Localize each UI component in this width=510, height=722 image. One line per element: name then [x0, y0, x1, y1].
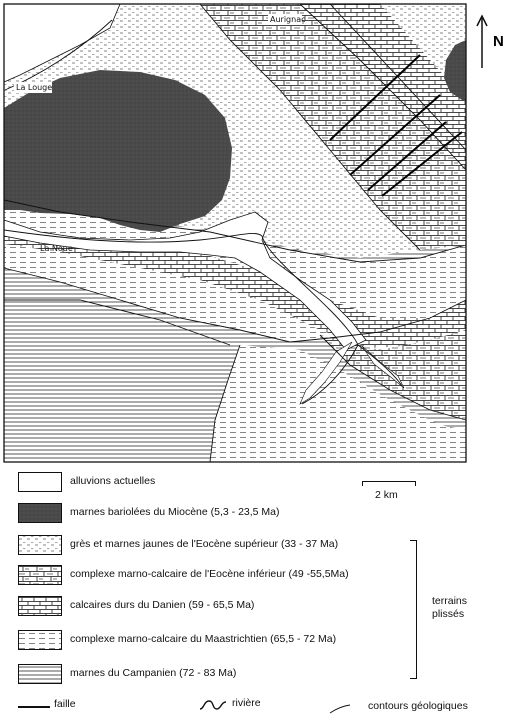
- bracket-label-line1: terrains: [432, 595, 468, 607]
- legend-label-eocene-inf: complexe marno-calcaire de l'Eocène inférieur (49 -55,5Ma): [70, 568, 349, 580]
- legend-label-alluvions: alluvions actuelles: [70, 475, 156, 487]
- scale-label: 2 km: [375, 489, 398, 501]
- river-label: rivière: [232, 697, 261, 709]
- swatch-campanien: [18, 664, 62, 684]
- fault-label: faille: [54, 698, 76, 710]
- swatch-alluvions: [18, 472, 62, 492]
- legend-label-maastrichtien: complexe marno-calcaire du Maastrichtien (65,5 - 72 Ma): [70, 633, 337, 645]
- bracket-label-line2: plissés: [432, 608, 465, 620]
- place-la-louge: La Louge: [16, 83, 53, 92]
- north-label: N: [493, 33, 504, 50]
- swatch-maastrichtien: [18, 630, 62, 650]
- place-la-noue: La Noue: [40, 244, 73, 253]
- legend-label-eocene-sup: grès et marnes jaunes de l'Eocène supérieur (33 - 37 Ma): [70, 538, 339, 550]
- swatch-danien: [18, 596, 62, 616]
- north-arrow: [477, 16, 504, 68]
- terrains-plisses-bracket: [410, 540, 417, 679]
- contours-label: contours géologiques: [368, 700, 468, 712]
- legend-label-danien: calcaires durs du Danien (59 - 65,5 Ma): [70, 599, 255, 611]
- contour-symbol: [328, 703, 352, 715]
- swatch-miocene: [18, 503, 62, 523]
- river-symbol: [198, 698, 228, 712]
- legend-label-campanien: marnes du Campanien (72 - 83 Ma): [70, 667, 237, 679]
- scale-bar: [362, 481, 416, 486]
- place-aurignac: Aurignac: [270, 15, 306, 24]
- swatch-eocene-inf: [18, 565, 62, 585]
- swatch-eocene-sup: [18, 535, 62, 555]
- legend-label-miocene: marnes bariolées du Miocène (5,3 - 23,5 Ma): [70, 506, 280, 518]
- fault-symbol: [18, 706, 50, 708]
